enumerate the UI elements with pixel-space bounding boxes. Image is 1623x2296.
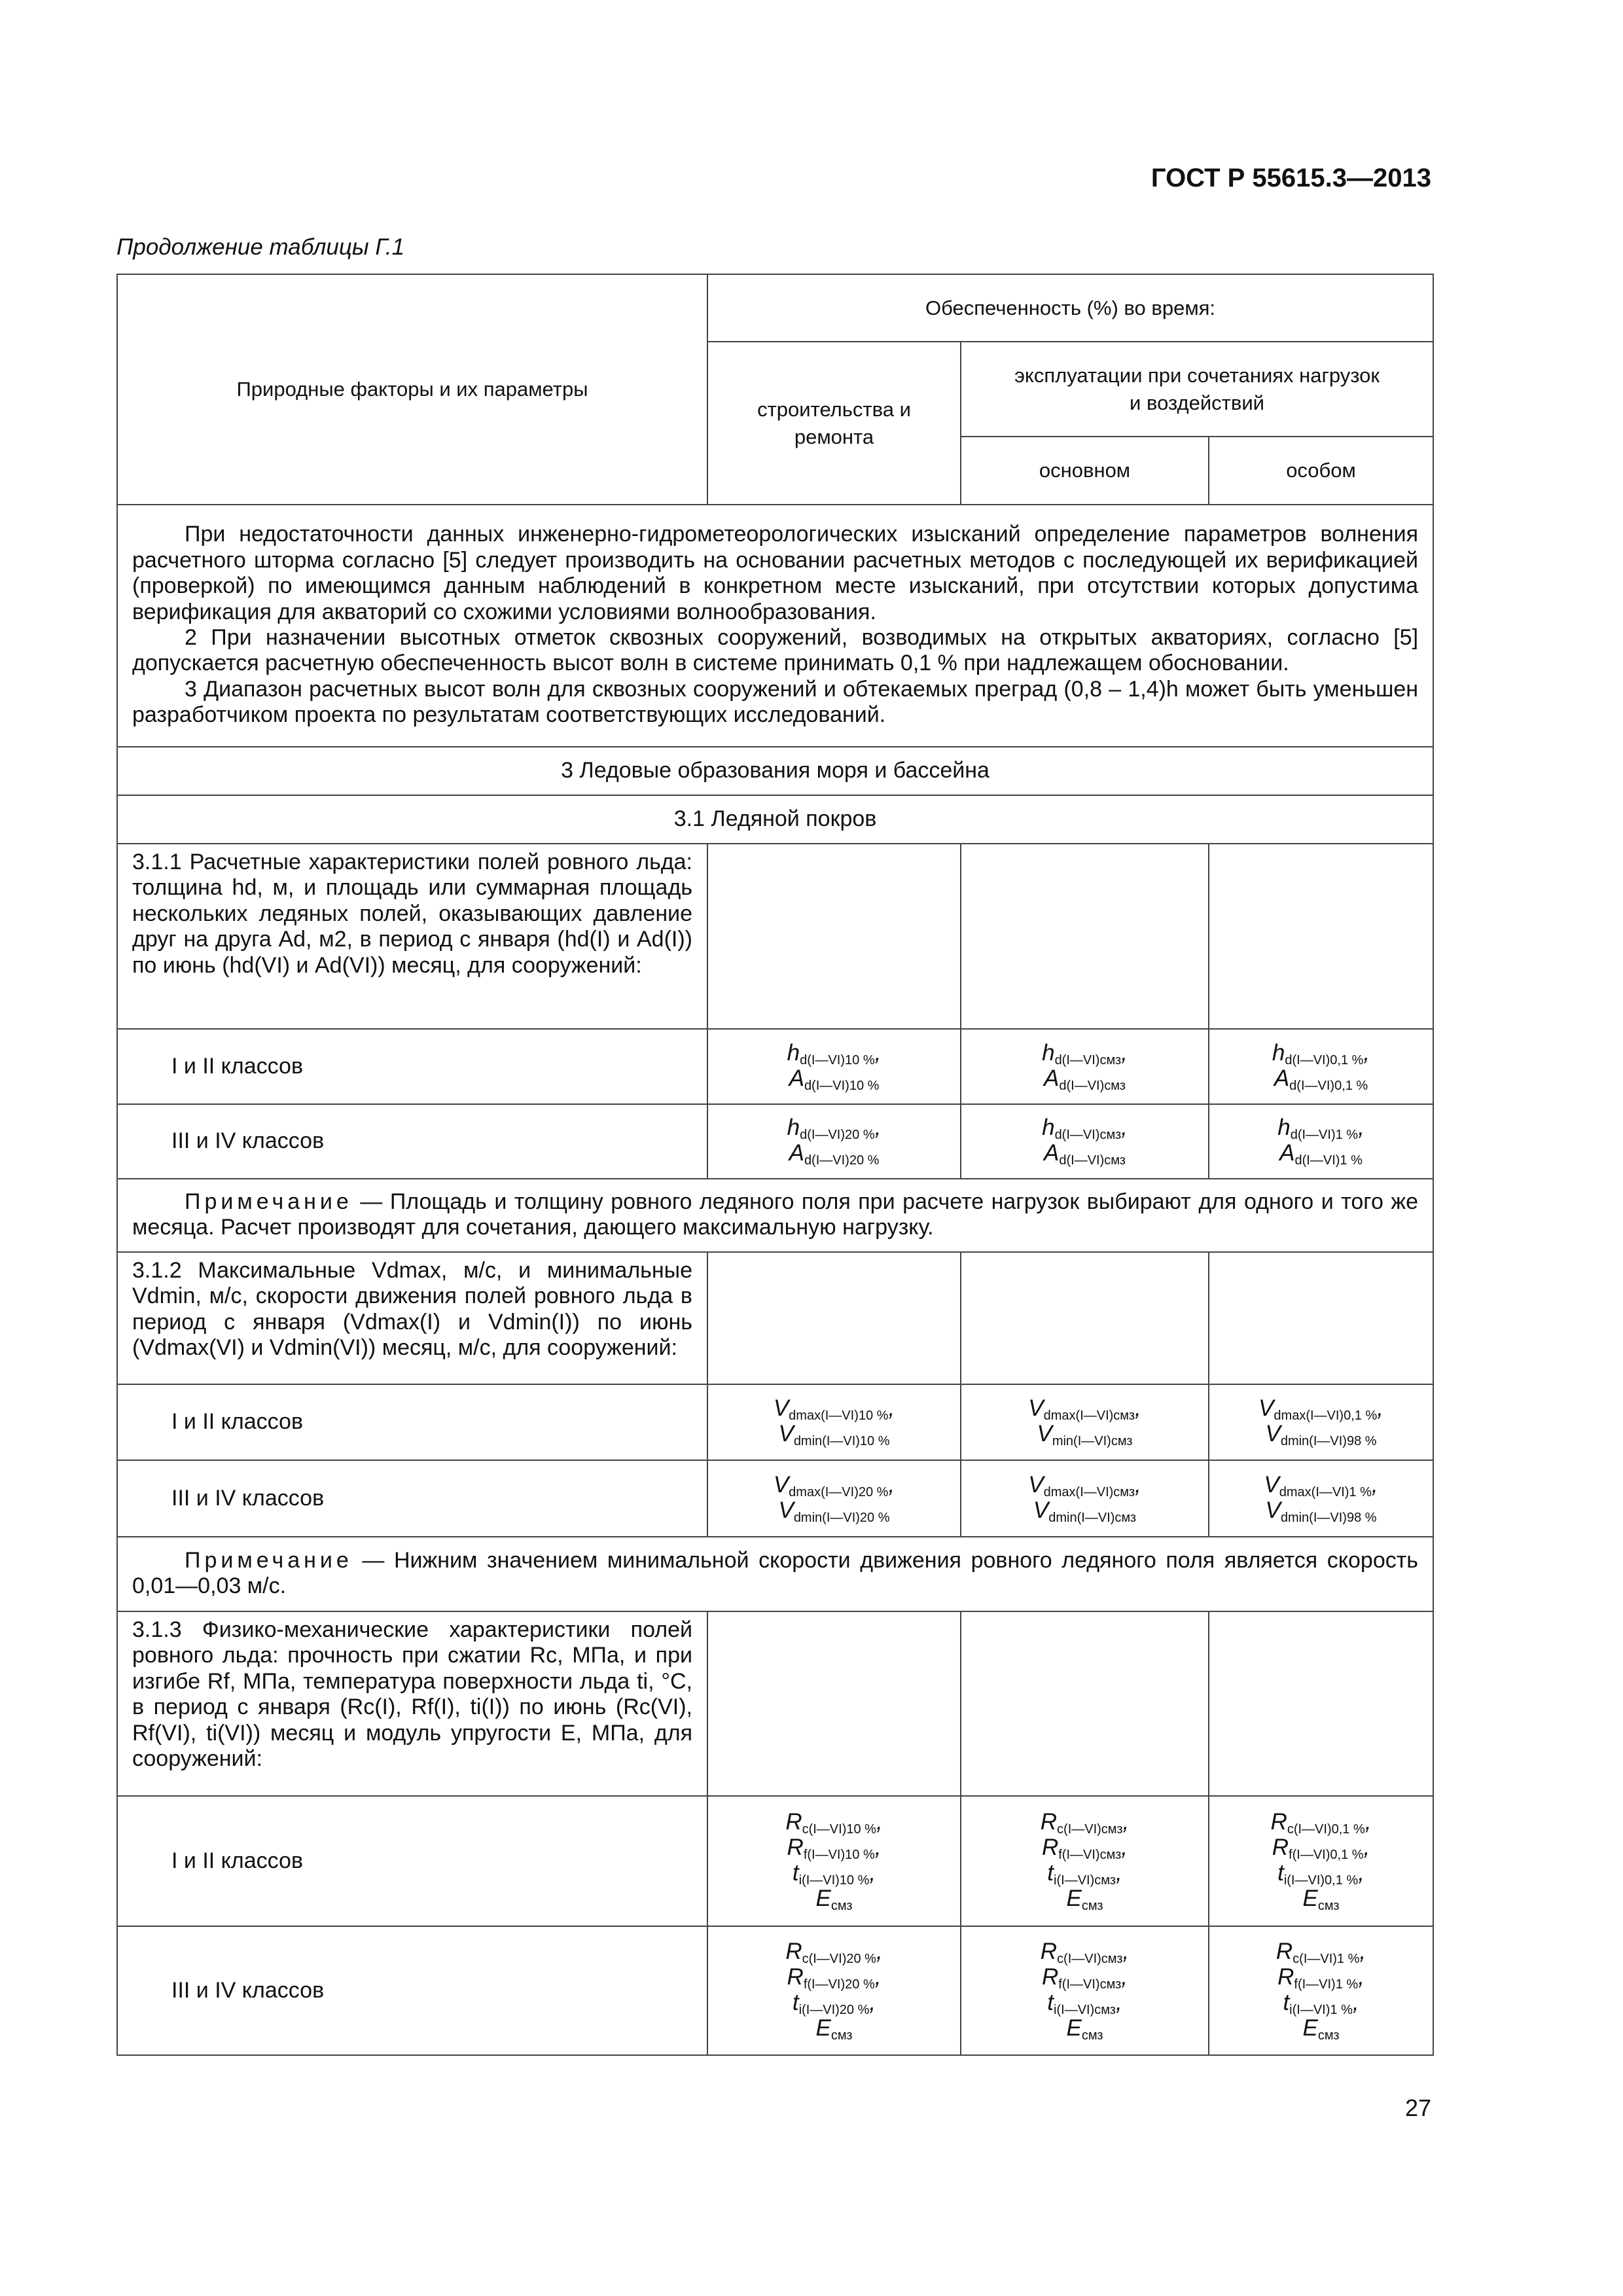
- table-row: [117, 844, 1433, 1029]
- value-cell: [1209, 1384, 1433, 1460]
- header-operation: эксплуатации при сочетаниях нагрузок и воздействий: [961, 342, 1433, 437]
- parameter-description: 3.1.3 Физико-механические характеристики полей ровного льда: прочность при сжатии Rc, МПа, и при изгибе Rf, МПа, температура поверхности льда ti, °C, в период с января (Rc(I), Rf(I), ti(I)) по июнь (Rc(VI), Rf(VI), ti(VI)) месяц и модуль упругости E, МПа, для сооружений:: [117, 1611, 707, 1796]
- class-label: I и II классов: [117, 1029, 707, 1104]
- value-line: $t_{i(I—VI)20 \%}$,: [792, 1989, 876, 2017]
- value-line: $t_{i(I—VI)0,1 \%}$,: [1277, 1859, 1364, 1888]
- empty-cell: [707, 844, 961, 1029]
- value-line: $t_{i(I—VI)10 \%}$,: [792, 1859, 876, 1888]
- page-number: 27: [1404, 2094, 1431, 2121]
- section-heading: 3 Ледовые образования моря и бассейна: [117, 747, 1433, 795]
- value-cell: [707, 1384, 961, 1460]
- value-line: $R_{c(I—VI)1 \%}$,: [1275, 1938, 1366, 1966]
- note-paragraph: 3 Диапазон расчетных высот волн для сквозных сооружений и обтекаемых преград (0,8 – 1,4)h может быть уменьшен разработчиком проекта по результатам соответствующих исследований.: [132, 676, 1419, 728]
- table-row: [117, 1796, 1433, 1926]
- value-line: $R_{c(I—VI)смз}$,: [1040, 1938, 1130, 1966]
- class-label: I и II классов: [117, 1796, 707, 1926]
- table-row: [117, 1384, 1433, 1460]
- value-line: $V_{min(I—VI)смз}$: [1037, 1421, 1133, 1448]
- table-row: [117, 1926, 1433, 2055]
- value-cell: [1209, 1926, 1433, 2055]
- table-row: [117, 1460, 1433, 1537]
- header-provision: Обеспеченность (%) во время:: [707, 274, 1433, 342]
- value-cell: [961, 1460, 1209, 1537]
- notes-block: [117, 505, 1433, 747]
- value-line: $R_{c(I—VI)20 \%}$,: [785, 1938, 883, 1966]
- value-cell: [961, 1104, 1209, 1179]
- value-line: $V_{dmin(I—VI)98 \%}$: [1265, 1421, 1377, 1448]
- value-cell: [961, 1926, 1209, 2055]
- header-construction: строительства и ремонта: [707, 342, 961, 505]
- value-line: $t_{i(I—VI)смз}$,: [1047, 1859, 1122, 1888]
- note-text: — Нижним значением минимальной скорости движения ровного ледяного поля является скорость 0,01—0,03 м/с.: [132, 1547, 1419, 1598]
- value-line: $V_{dmin(I—VI)смз}$: [1033, 1497, 1137, 1525]
- document-code: ГОСТ Р 55615.3—2013: [1150, 164, 1431, 192]
- value-cell: [1209, 1796, 1433, 1926]
- class-label: I и II классов: [117, 1384, 707, 1460]
- value-cell: [707, 1926, 961, 2055]
- table-row: [117, 747, 1433, 795]
- value-line: $V_{dmax(I—VI)10 \%}$,: [773, 1395, 895, 1423]
- value-line: $V_{dmax(I—VI)0,1 \%}$,: [1258, 1395, 1383, 1423]
- value-line: $R_{f(I—VI)смз}$,: [1041, 1834, 1128, 1862]
- value-cell: [961, 1384, 1209, 1460]
- table-note: [117, 1179, 1433, 1252]
- value-line: $V_{dmin(I—VI)98 \%}$: [1265, 1497, 1377, 1525]
- class-label: III и IV классов: [117, 1926, 707, 2055]
- value-line: $E_{смз}$: [1066, 2015, 1103, 2043]
- value-line: $A_{d(I—VI)0,1 \%}$: [1274, 1065, 1368, 1093]
- value-cell: [707, 1029, 961, 1104]
- value-line: $R_{c(I—VI)смз}$,: [1040, 1808, 1130, 1837]
- header-factors: Природные факторы и их параметры: [117, 274, 707, 505]
- value-line: $R_{c(I—VI)10 \%}$,: [785, 1808, 883, 1837]
- value-line: $E_{смз}$: [815, 1885, 853, 1913]
- table-row: [117, 505, 1433, 747]
- value-line: $R_{f(I—VI)0,1 \%}$,: [1272, 1834, 1370, 1862]
- value-line: $t_{i(I—VI)смз}$,: [1047, 1989, 1122, 2017]
- note-label: Примечание: [185, 1547, 353, 1573]
- table-row: [117, 1104, 1433, 1179]
- table-caption: Продолжение таблицы Г.1: [116, 234, 405, 260]
- class-label: III и IV классов: [117, 1104, 707, 1179]
- empty-cell: [1209, 1252, 1433, 1384]
- value-line: $R_{f(I—VI)20 \%}$,: [787, 1964, 882, 1992]
- parameter-description: 3.1.2 Максимальные Vdmax, м/с, и минимальные Vdmin, м/с, скорости движения полей ровного льда в период с января (Vdmax(I) и Vdmin(I)) по июнь (Vdmax(VI) и Vdmin(VI)) месяц, м/с, для сооружений:: [117, 1252, 707, 1384]
- value-cell: [961, 1029, 1209, 1104]
- value-cell: [1209, 1029, 1433, 1104]
- value-cell: [707, 1104, 961, 1179]
- empty-cell: [1209, 844, 1433, 1029]
- table-row: [117, 1179, 1433, 1252]
- value-line: $V_{dmin(I—VI)20 \%}$: [778, 1497, 890, 1525]
- value-line: $h_{d(I—VI)20 \%}$,: [787, 1115, 882, 1142]
- value-line: $h_{d(I—VI)10 \%}$,: [787, 1039, 882, 1067]
- value-line: $V_{dmax(I—VI)20 \%}$,: [773, 1471, 895, 1499]
- empty-cell: [707, 1611, 961, 1796]
- note-label: Примечание: [185, 1189, 353, 1214]
- table-header-row: [117, 274, 1433, 342]
- value-line: $E_{смз}$: [1066, 1885, 1103, 1913]
- empty-cell: [961, 844, 1209, 1029]
- value-line: $V_{dmax(I—VI)1 \%}$,: [1264, 1471, 1378, 1499]
- subsection-heading: 3.1 Ледяной покров: [117, 795, 1433, 844]
- value-cell: [1209, 1104, 1433, 1179]
- table-row: [117, 1611, 1433, 1796]
- header-basic: основном: [961, 437, 1209, 505]
- value-line: $A_{d(I—VI)10 \%}$: [789, 1065, 880, 1093]
- empty-cell: [707, 1252, 961, 1384]
- value-cell: [961, 1796, 1209, 1926]
- value-line: $R_{c(I—VI)0,1 \%}$,: [1270, 1808, 1372, 1837]
- value-line: $E_{смз}$: [1302, 2015, 1340, 2043]
- value-line: $R_{f(I—VI)1 \%}$,: [1277, 1964, 1364, 1992]
- table-row: [117, 1252, 1433, 1384]
- value-cell: [707, 1796, 961, 1926]
- empty-cell: [961, 1252, 1209, 1384]
- value-cell: [707, 1460, 961, 1537]
- value-line: $A_{d(I—VI)смз}$: [1044, 1065, 1126, 1093]
- value-line: $E_{смз}$: [1302, 1885, 1340, 1913]
- note-paragraph: 2 При назначении высотных отметок сквозных сооружений, возводимых на открытых акваториях, согласно [5] допускается расчетную обеспеченность высот волн в системе принимать 0,1 % при надлежащем обосновании.: [132, 625, 1419, 676]
- value-line: $h_{d(I—VI)0,1 \%}$,: [1272, 1039, 1370, 1067]
- table-row: [117, 1537, 1433, 1611]
- value-line: $h_{d(I—VI)смз}$,: [1042, 1039, 1128, 1067]
- table-note: [117, 1537, 1433, 1611]
- value-line: $t_{i(I—VI)1 \%}$,: [1283, 1989, 1359, 2017]
- value-line: $R_{f(I—VI)смз}$,: [1041, 1964, 1128, 1992]
- value-line: $V_{dmax(I—VI)смз}$,: [1028, 1471, 1141, 1499]
- note-paragraph: При недостаточности данных инженерно-гидрометеорологических изысканий определение параметров волнения расчетного шторма согласно [5] следует производить на основании расчетных методов с последующей их верификацией (проверкой) по имеющимся данным наблюдений в конкретном месте изысканий, при отсутствии которых допустима верификация для акваторий со схожими условиями волнообразования.: [132, 522, 1419, 624]
- empty-cell: [961, 1611, 1209, 1796]
- class-label: III и IV классов: [117, 1460, 707, 1537]
- data-table: [116, 274, 1434, 2056]
- note-text: — Площадь и толщину ровного ледяного поля при расчете нагрузок выбирают для одного и того же месяца. Расчет производят для сочетания, дающего максимальную нагрузку.: [132, 1189, 1419, 1240]
- table-row: [117, 1029, 1433, 1104]
- header-special: особом: [1209, 437, 1433, 505]
- value-line: $A_{d(I—VI)20 \%}$: [789, 1140, 880, 1168]
- value-line: $R_{f(I—VI)10 \%}$,: [787, 1834, 882, 1862]
- value-cell: [1209, 1460, 1433, 1537]
- value-line: $V_{dmax(I—VI)смз}$,: [1028, 1395, 1141, 1423]
- table-row: [117, 795, 1433, 844]
- value-line: $h_{d(I—VI)1 \%}$,: [1277, 1115, 1364, 1142]
- value-line: $E_{смз}$: [815, 2015, 853, 2043]
- empty-cell: [1209, 1611, 1433, 1796]
- value-line: $V_{dmin(I—VI)10 \%}$: [778, 1421, 890, 1448]
- value-line: $h_{d(I—VI)смз}$,: [1042, 1115, 1128, 1142]
- value-line: $A_{d(I—VI)смз}$: [1044, 1140, 1126, 1168]
- parameter-description: 3.1.1 Расчетные характеристики полей ровного льда: толщина hd, м, и площадь или суммарная площадь нескольких ледяных полей, оказывающих давление друг на друга Ad, м2, в период с января (hd(I) и Ad(I)) по июнь (hd(VI) и Ad(VI)) месяц, для сооружений:: [117, 844, 707, 1029]
- value-line: $A_{d(I—VI)1 \%}$: [1279, 1140, 1363, 1168]
